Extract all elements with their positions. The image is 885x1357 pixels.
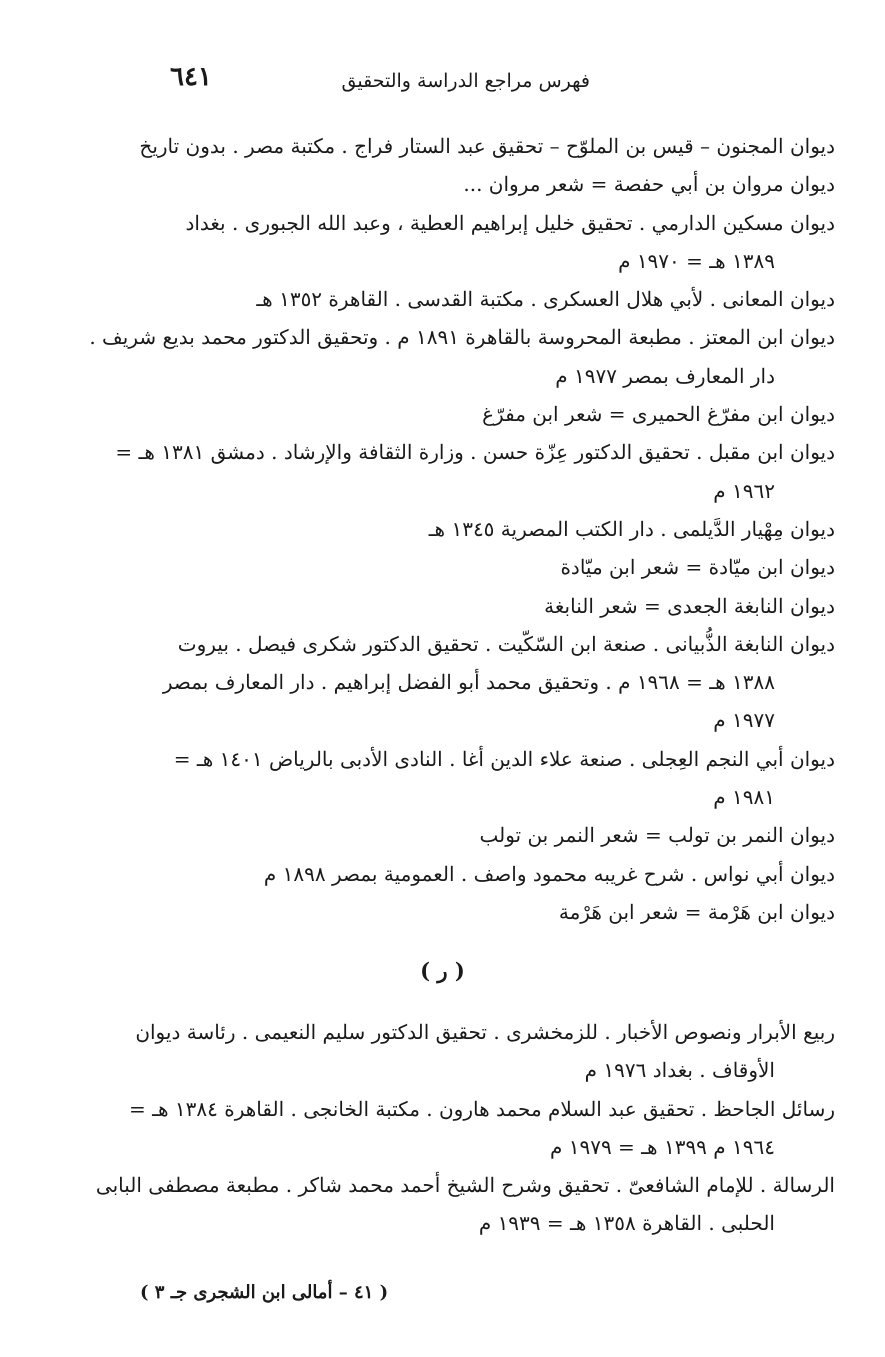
page-footer: ( ٤١ – أمالى ابن الشجرى جـ ٣ ) (140, 1282, 389, 1303)
bibliography-entries-ra (95, 1013, 835, 1243)
entry-line: ديوان المجنون – قيس بن الملوّح – تحقيق عبد الستار فراج . مكتبة مصر . بدون تاريخ (139, 134, 835, 158)
entry-continuation-line: ١٩٨١ م (713, 785, 775, 810)
entry-continuation-line: دار المعارف بمصر ١٩٧٧ م (555, 363, 775, 388)
running-title: فهرس مراجع الدراسة والتحقيق (341, 70, 590, 92)
entry-line: ديوان مِهْيار الدَّيلمى . دار الكتب المصرية ١٣٤٥ هـ (428, 516, 835, 541)
entry-line: ديوان مروان بن أبي حفصة = شعر مروان ... (463, 172, 835, 197)
entry-line: ديوان النمر بن تولب = شعر النمر بن تولب (479, 823, 835, 848)
entry-line: ربيع الأبرار ونصوص الأخبار . للزمخشرى . تحقيق الدكتور سليم النعيمى . رئاسة ديوان (135, 1020, 835, 1044)
page-number: ٦٤١ (170, 62, 212, 92)
entry-line: ديوان المعانى . لأبي هلال العسكرى . مكتبة القدسى . القاهرة ١٣٥٢ هـ (256, 287, 835, 312)
entry-line: ديوان النابغة الذُّبيانى . صنعة ابن السّكّيت . تحقيق الدكتور شكرى فيصل . بيروت (177, 631, 835, 656)
entry-line: ديوان ابن مفرّغ الحميرى = شعر ابن مفرّغ (482, 402, 835, 427)
entry-line: ديوان أبي النجم العِجلى . صنعة علاء الدين أغا . النادى الأدبى بالرياض ١٤٠١ هـ = (173, 746, 835, 771)
entry-continuation-line: ١٩٦٤ م ١٣٩٩ هـ = ١٩٧٩ م (549, 1134, 775, 1159)
entry-line: ديوان أبي نواس . شرح غريبه محمود واصف . العمومية بمصر ١٨٩٨ م (263, 861, 835, 886)
entry-line: الرسالة . للإمام الشافعىّ . تحقيق وشرح الشيخ أحمد محمد شاكر . مطبعة مصطفى البابى (95, 1173, 835, 1198)
page-header (150, 60, 840, 100)
bibliography-entries-dal (89, 127, 835, 931)
section-heading-ra: ( ر ) (420, 958, 465, 983)
entry-continuation-line: الأوقاف . بغداد ١٩٧٦ م (584, 1058, 775, 1083)
entry-continuation-line: ١٩٧٧ م (713, 708, 775, 733)
entry-line: رسائل الجاحظ . تحقيق عبد السلام محمد هارون . مكتبة الخانجى . القاهرة ١٣٨٤ هـ = (129, 1096, 835, 1121)
entry-line: ديوان ابن هَرْمة = شعر ابن هَرْمة (558, 899, 835, 924)
entry-continuation-line: ١٣٨٩ هـ = ١٩٧٠ م (618, 248, 775, 273)
entry-continuation-line: ١٣٨٨ هـ = ١٩٦٨ م . وتحقيق محمد أبو الفضل إبراهيم . دار المعارف بمصر (162, 670, 775, 695)
entry-continuation-line: ١٩٦٢ م (713, 478, 775, 503)
entry-line: ديوان ابن مقبل . تحقيق الدكتور عِزّة حسن . وزارة الثقافة والإرشاد . دمشق ١٣٨١ هـ = (115, 440, 835, 465)
entry-continuation-line: الحلبى . القاهرة ١٣٥٨ هـ = ١٩٣٩ م (478, 1211, 775, 1236)
entry-line: ديوان مسكين الدارمي . تحقيق خليل إبراهيم العطية ، وعبد الله الجبورى . بغداد (185, 210, 835, 235)
entry-line: ديوان النابغة الجعدى = شعر النابغة (544, 593, 835, 618)
entry-line: ديوان ابن ميّادة = شعر ابن ميّادة (560, 555, 835, 580)
entry-line: ديوان ابن المعتز . مطبعة المحروسة بالقاهرة ١٨٩١ م . وتحقيق الدكتور محمد بديع شريف . (89, 325, 835, 350)
